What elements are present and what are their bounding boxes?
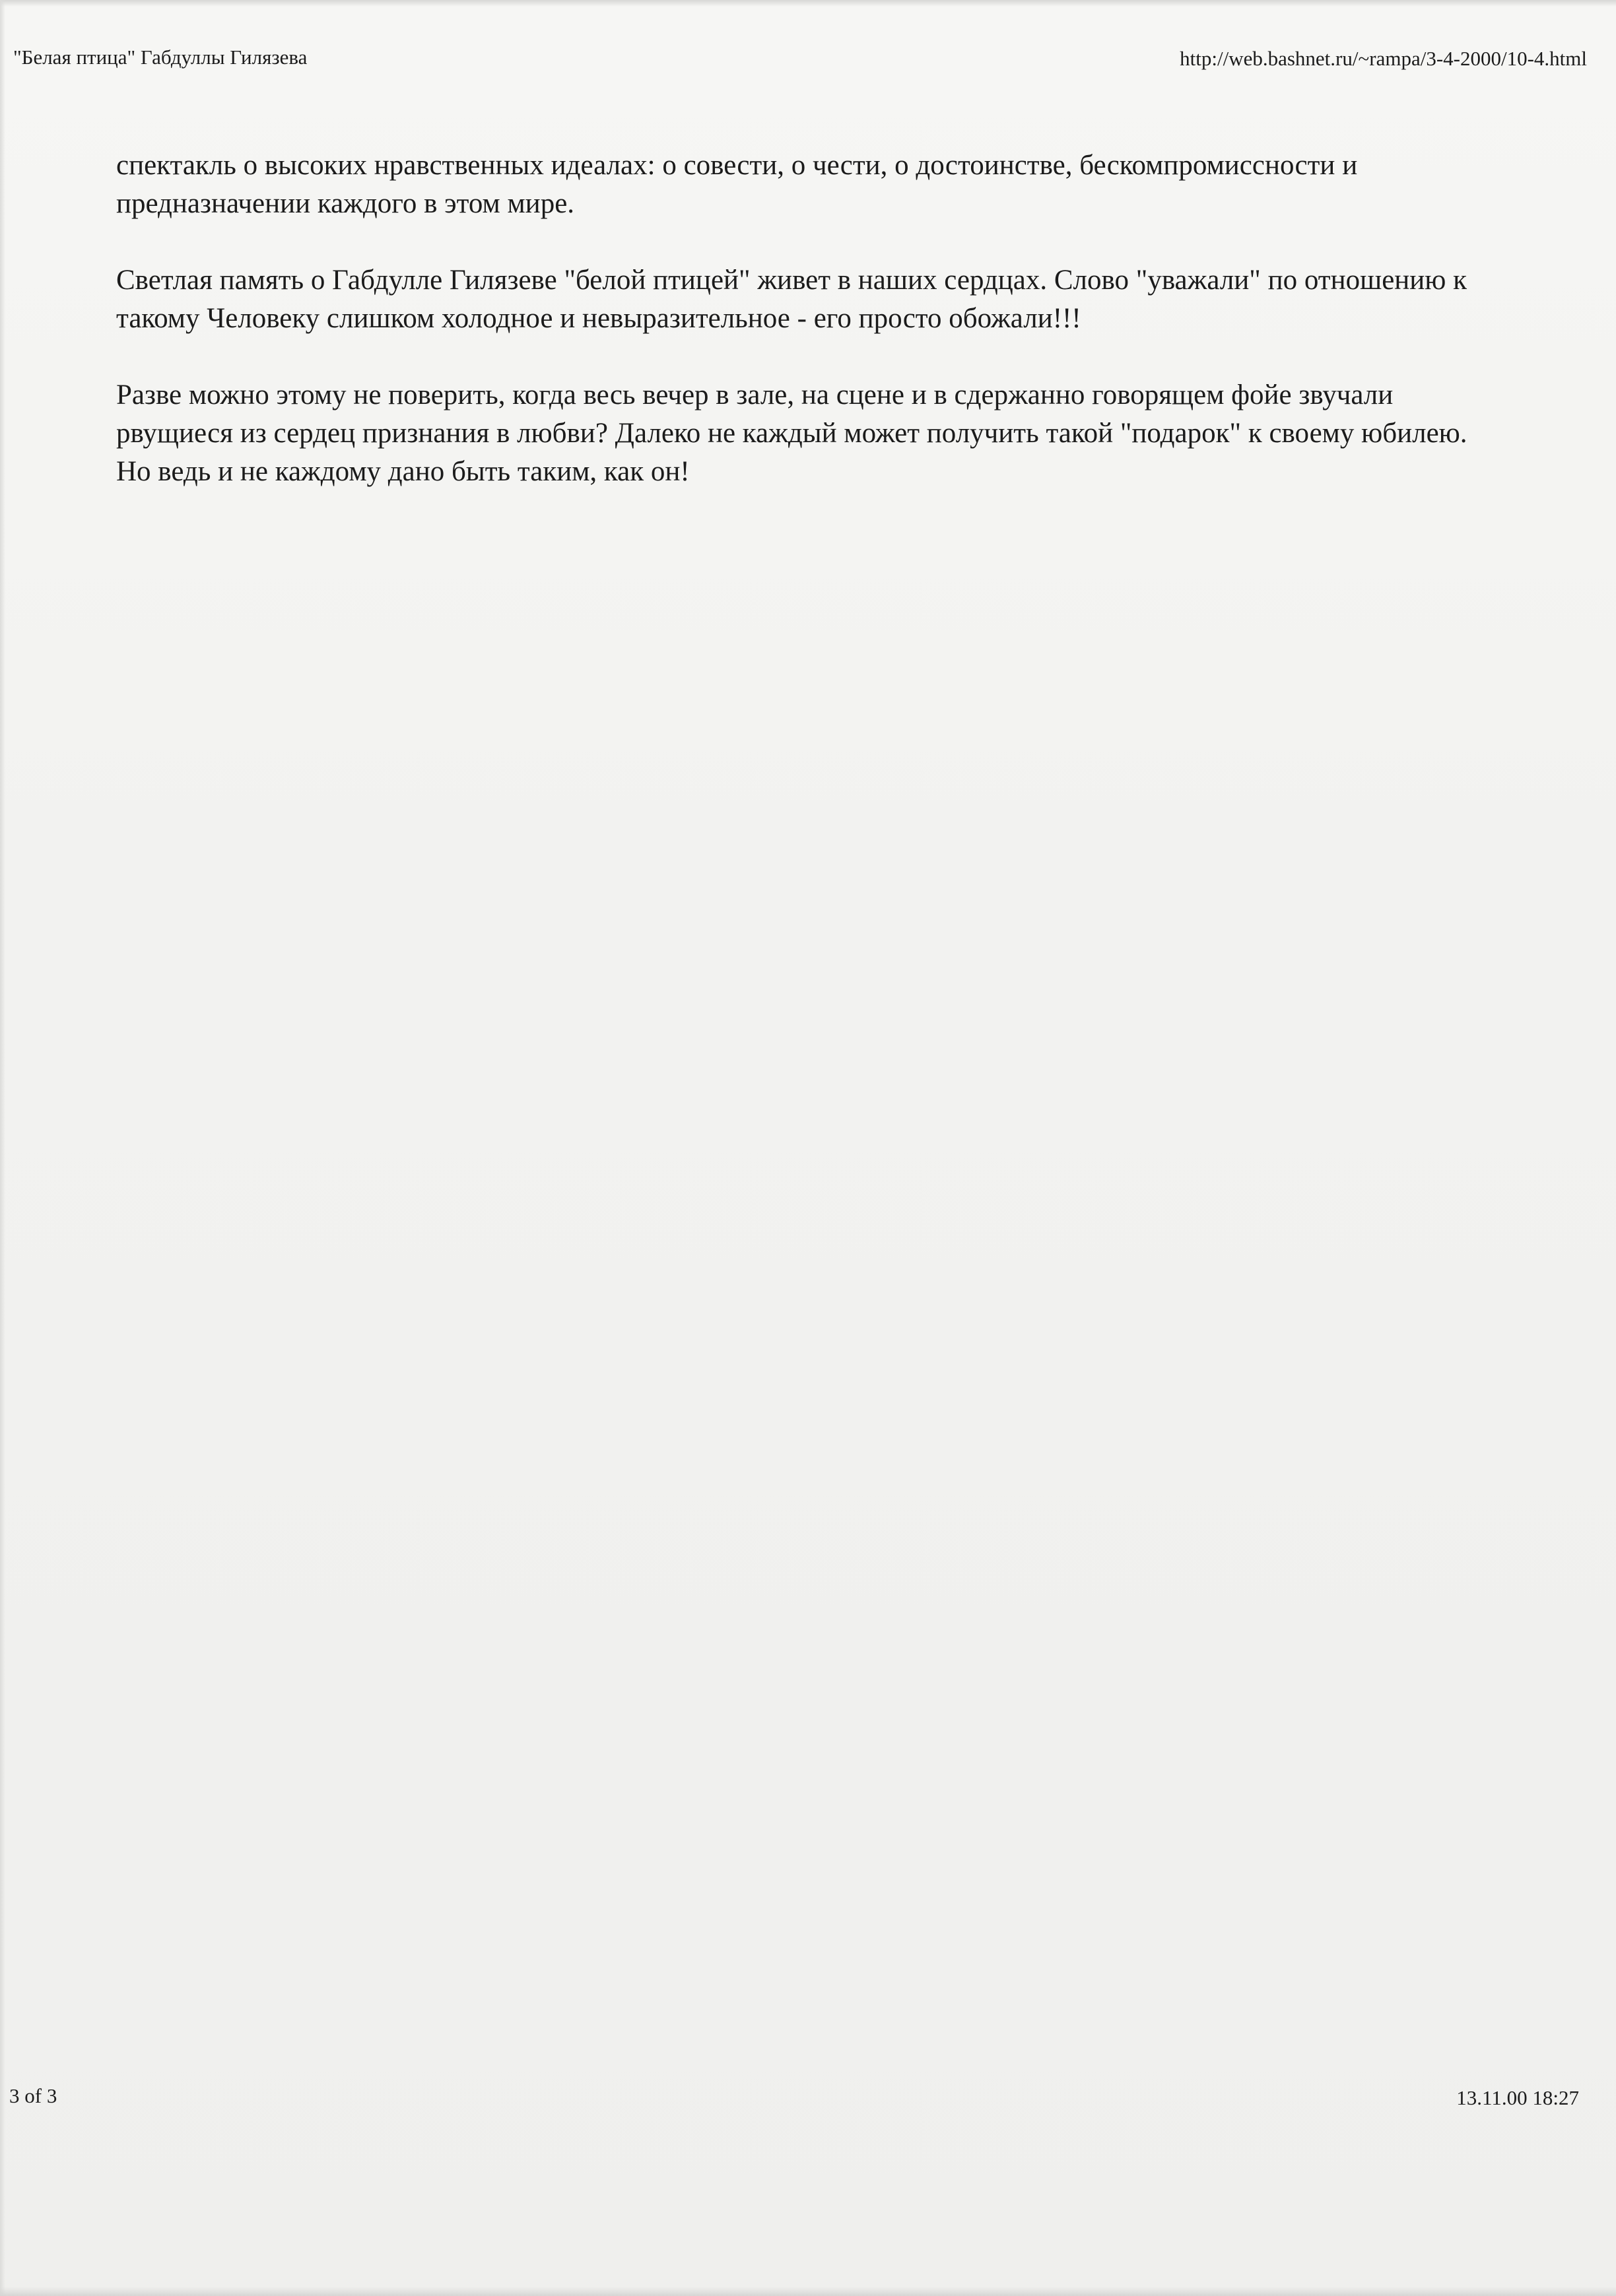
paragraph: Разве можно этому не поверить, когда весь вечер в зале, на сцене и в сдержанно говорящем фойе звучали рвущиеся из сердец признания в любви? Далеко не каждый может получить такой "подарок" к своему юбилею. Но ведь и не каждому дано быть таким, как он! [116, 379, 1467, 487]
scan-edge-top [0, 0, 1616, 7]
article-body [116, 147, 1489, 529]
page-header-url: http://web.bashnet.ru/~rampa/3-4-2000/10-4.html [1180, 47, 1587, 70]
page-number: 3 of 3 [9, 2084, 57, 2107]
print-datetime: 13.11.00 18:27 [1456, 2086, 1579, 2109]
paragraph: спектакль о высоких нравственных идеалах: о совести, о чести, о достоинстве, бескомпромиссности и предназначении каждого в этом мире. [116, 150, 1358, 219]
scan-edge-left [0, 0, 5, 2296]
scan-edge-bottom [0, 2287, 1616, 2296]
paragraph: Светлая память о Габдулле Гилязеве "белой птицей" живет в наших сердцах. Слово "уважали" по отношению к такому Человеку слишком холодное и невыразительное - его просто обожали!!! [116, 265, 1467, 334]
page-header-title: "Белая птица" Габдуллы Гилязева [13, 46, 308, 69]
